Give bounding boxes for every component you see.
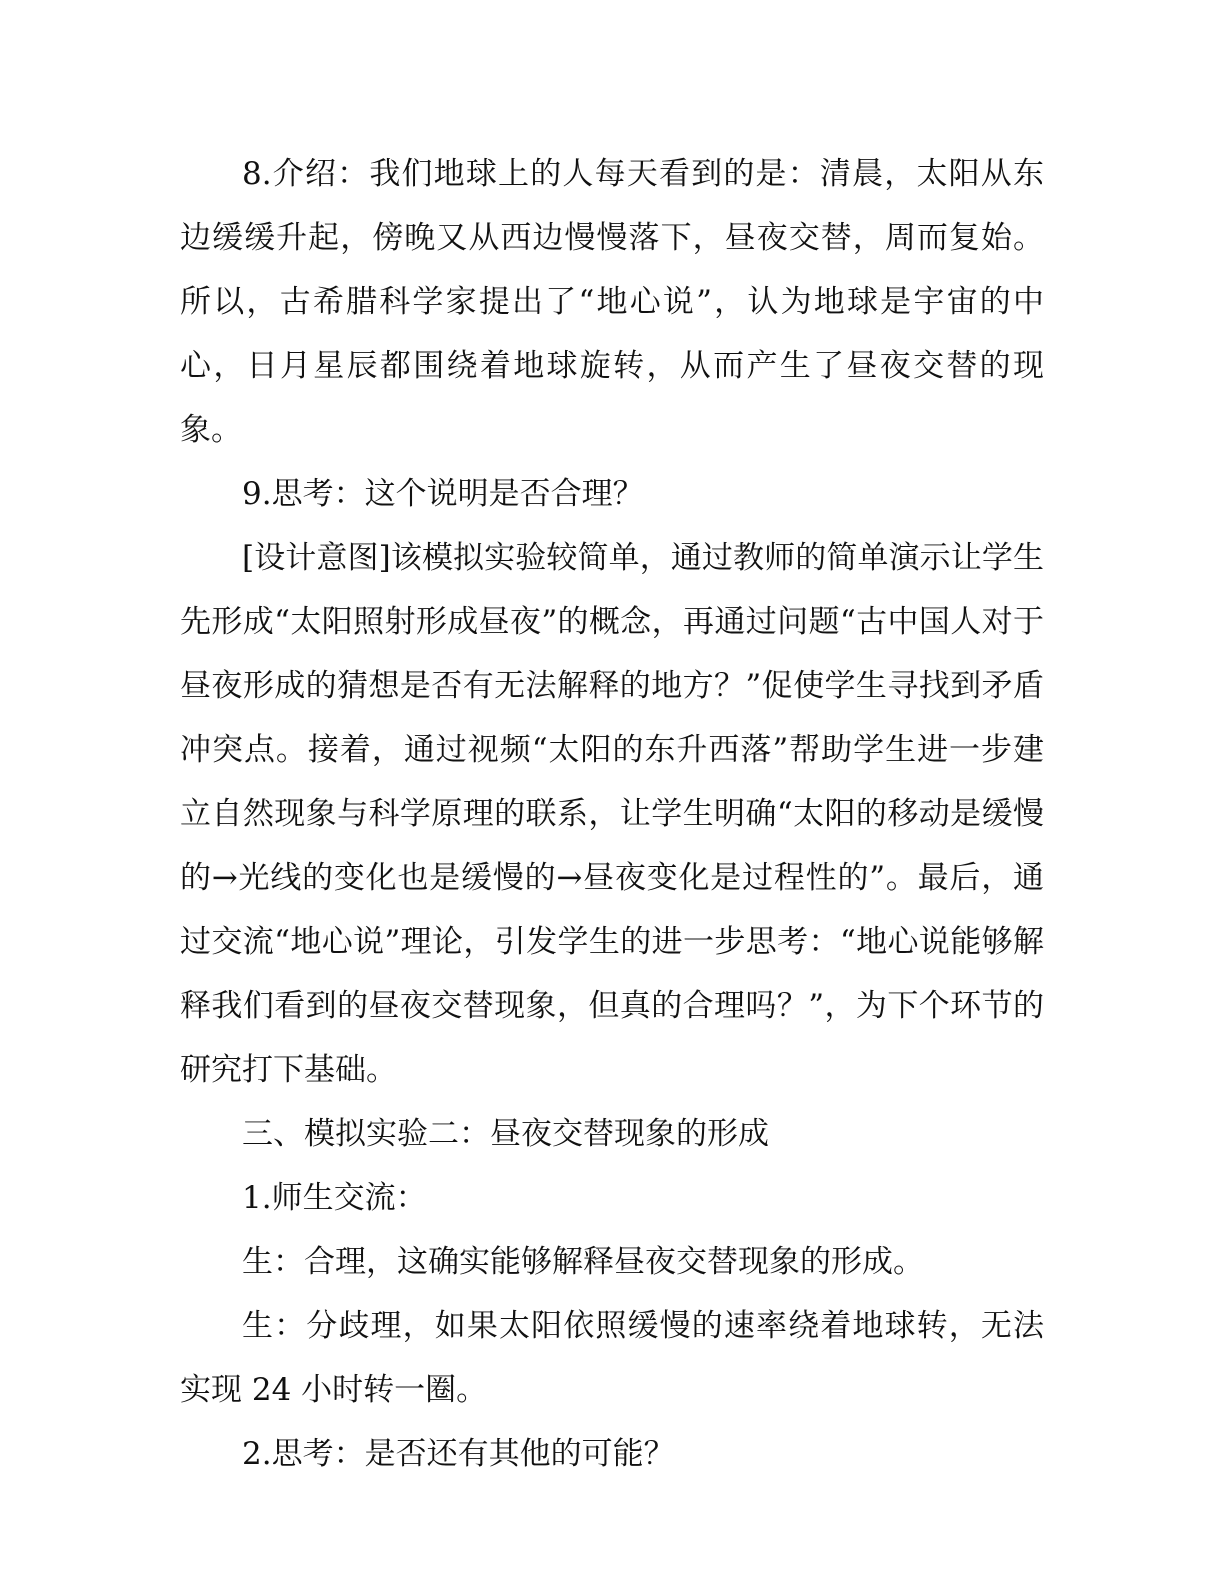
body-text [180, 142, 1044, 1486]
paragraph-teacher-student-exchange: 1.师生交流： [242, 1180, 427, 1216]
paragraph-student-reply-2: 生：分歧理，如果太阳依照缓慢的速率绕着地球转，无法实现 24 小时转一圈。 [180, 1308, 1044, 1408]
paragraph-intro-geocentric: 8.介绍：我们地球上的人每天看到的是：清晨，太阳从东边缓缓升起，傍晚又从西边慢慢落下，昼夜交替，周而复始。所以，古希腊科学家提出了“地心说”，认为地球是宇宙的中心，日月星辰都围绕着地球旋转，从而产生了昼夜交替的现象。 [180, 156, 1044, 448]
paragraph-think-other-possibility: 2.思考：是否还有其他的可能？ [242, 1436, 675, 1472]
paragraph-student-reply-1: 生：合理，这确实能够解释昼夜交替现象的形成。 [242, 1244, 924, 1280]
paragraph-think-reasonable: 9.思考：这个说明是否合理？ [242, 476, 644, 512]
section-heading-experiment-two: 三、模拟实验二：昼夜交替现象的形成 [242, 1116, 769, 1152]
paragraph-design-intent: [设计意图]该模拟实验较简单，通过教师的简单演示让学生先形成“太阳照射形成昼夜”的概念，再通过问题“古中国人对于昼夜形成的猜想是否有无法解释的地方？”促使学生寻找到矛盾冲突点。接着，通过视频“太阳的东升西落”帮助学生进一步建立自然现象与科学原理的联系，让学生明确“太阳的移动是缓慢的→光线的变化也是缓慢的→昼夜变化是过程性的”。最后，通过交流“地心说”理论，引发学生的进一步思考：“地心说能够解释我们看到的昼夜交替现象，但真的合理吗？”，为下个环节的研究打下基础。 [180, 540, 1044, 1088]
